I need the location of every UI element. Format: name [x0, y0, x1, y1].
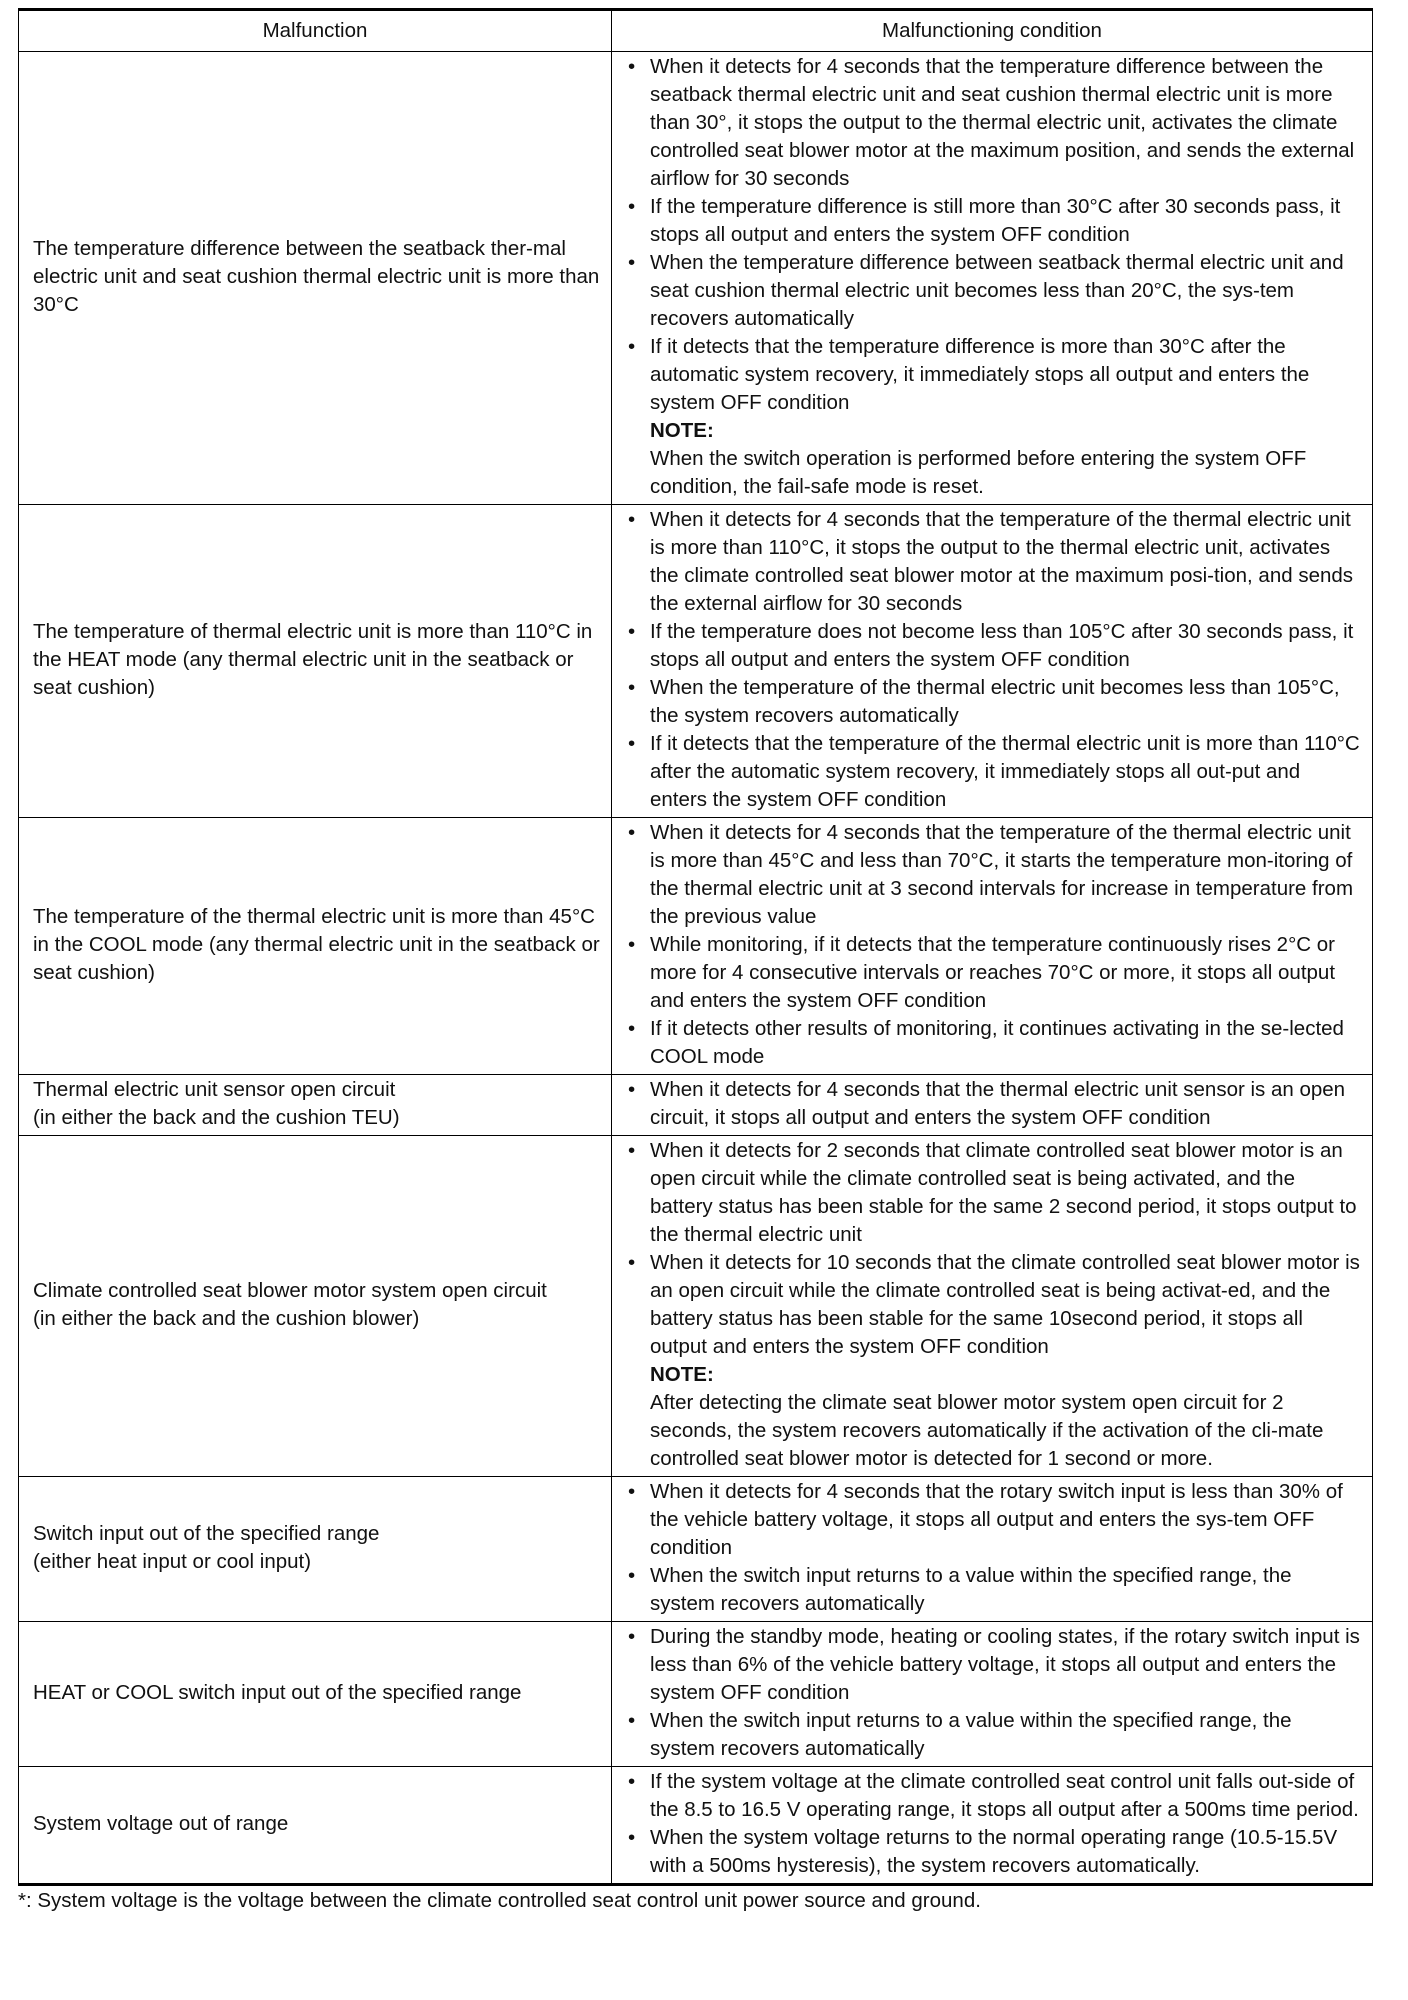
condition-item [622, 1623, 1362, 1707]
condition-text: When it detects for 2 seconds that climate controlled seat blower motor is an open circuit while the climate controlled seat is being activated, and the battery status has been stable for the same 2 second period, it stops output to the thermal electric unit [650, 1139, 1357, 1246]
table-row [19, 818, 1373, 1075]
malfunction-text: System voltage out of range [33, 1812, 289, 1835]
malfunction-table [18, 8, 1373, 1886]
condition-item [622, 249, 1362, 333]
condition-item [622, 1076, 1362, 1132]
condition-cell [612, 1136, 1373, 1477]
malfunction-cell [19, 505, 612, 818]
malfunction-text: The temperature of thermal electric unit is more than 110°C in the HEAT mode (any thermal electric unit in the seatback or seat cushion) [33, 620, 593, 699]
condition-item [622, 618, 1362, 674]
condition-item [622, 333, 1362, 417]
condition-item [622, 506, 1362, 618]
condition-list [622, 1623, 1362, 1763]
condition-text: When it detects for 4 seconds that the temperature difference between the seatback thermal electric unit and seat cushion thermal electric unit is more than 30°, it stops the output to the thermal electric unit, activates the climate controlled seat blower motor at the maximum position, and sends the external airflow for 30 seconds [650, 55, 1355, 190]
condition-item [622, 1137, 1362, 1249]
condition-text: During the standby mode, heating or cooling states, if the rotary switch input is less than 6% of the vehicle battery voltage, it stops all output and enters the system OFF condition [650, 1625, 1360, 1704]
malfunction-cell [19, 1477, 612, 1622]
bullet-icon: • [628, 508, 636, 531]
table-row [19, 52, 1373, 505]
bullet-icon: • [628, 1770, 636, 1793]
condition-text: When it detects for 10 seconds that the climate controlled seat blower motor is an open circuit while the climate controlled seat is being activat-ed, and the battery status has been stable for the same 10second period, it stops all output and enters the system OFF condition [650, 1251, 1360, 1358]
condition-cell [612, 1622, 1373, 1767]
malfunction-cell [19, 1767, 612, 1885]
condition-text: While monitoring, if it detects that the temperature continuously rises 2°C or more for 4 consecutive intervals or reaches 70°C or more, it stops all output and enters the system OFF condition [650, 933, 1336, 1012]
table-body [19, 52, 1373, 1885]
condition-item [622, 193, 1362, 249]
condition-list [622, 819, 1362, 1071]
bullet-icon: • [628, 1251, 636, 1274]
condition-item [622, 1768, 1362, 1824]
condition-text: When the switch input returns to a value within the specified range, the system recovers automatically [650, 1564, 1292, 1615]
table-row [19, 1075, 1373, 1136]
note-block [622, 417, 1362, 501]
condition-text: If the temperature difference is still more than 30°C after 30 seconds pass, it stops all output and enters the system OFF condition [650, 195, 1341, 246]
malfunction-line: (in either the back and the cushion blower) [33, 1307, 420, 1330]
bullet-icon: • [628, 1017, 636, 1040]
condition-text: When it detects for 4 seconds that the temperature of the thermal electric unit is more than 45°C and less than 70°C, it starts the temperature mon-itoring of the thermal electric unit at 3 second intervals for increase in temperature from the previous value [650, 821, 1354, 928]
bullet-icon: • [628, 195, 636, 218]
bullet-icon: • [628, 1826, 636, 1849]
condition-item [622, 730, 1362, 814]
bullet-icon: • [628, 821, 636, 844]
bullet-icon: • [628, 1078, 636, 1101]
condition-text: When it detects for 4 seconds that the rotary switch input is less than 30% of the vehicle battery voltage, it stops all output and enters the sys-tem OFF condition [650, 1480, 1343, 1559]
condition-list [622, 1478, 1362, 1618]
condition-text: If it detects other results of monitoring, it continues activating in the se-lected COOL mode [650, 1017, 1344, 1068]
footnote: *: System voltage is the voltage between the climate controlled seat control unit power source and ground. [18, 1889, 981, 1912]
condition-list [622, 1076, 1362, 1132]
condition-text: If the temperature does not become less than 105°C after 30 seconds pass, it stops all output and enters the system OFF condition [650, 620, 1354, 671]
table-row [19, 1136, 1373, 1477]
condition-list [622, 53, 1362, 417]
malfunction-line: Switch input out of the specified range [33, 1522, 380, 1545]
table-row [19, 1622, 1373, 1767]
condition-text: When it detects for 4 seconds that the thermal electric unit sensor is an open circuit, it stops all output and enters the system OFF condition [650, 1078, 1346, 1129]
condition-item [622, 53, 1362, 193]
document-page [18, 8, 1372, 1915]
condition-text: When the switch input returns to a value within the specified range, the system recovers automatically [650, 1709, 1292, 1760]
condition-text: If it detects that the temperature difference is more than 30°C after the automatic system recovery, it immediately stops all output and enters the system OFF condition [650, 335, 1310, 414]
condition-cell [612, 1075, 1373, 1136]
condition-list [622, 506, 1362, 814]
bullet-icon: • [628, 251, 636, 274]
malfunction-line: (in either the back and the cushion TEU) [33, 1106, 400, 1129]
condition-item [622, 931, 1362, 1015]
bullet-icon: • [628, 933, 636, 956]
condition-item [622, 1249, 1362, 1361]
malfunction-cell [19, 1136, 612, 1477]
malfunction-text: HEAT or COOL switch input out of the specified range [33, 1681, 522, 1704]
header-malfunctioning-condition: Malfunctioning condition [612, 10, 1373, 52]
malfunction-cell [19, 52, 612, 505]
condition-text: If the system voltage at the climate controlled seat control unit falls out-side of the 8.5 to 16.5 V operating range, it stops all output after a 500ms time period. [650, 1770, 1359, 1821]
table-row [19, 505, 1373, 818]
condition-text: When the system voltage returns to the normal operating range (10.5-15.5V with a 500ms hysteresis), the system recovers automatically. [650, 1826, 1338, 1877]
note-label: NOTE: [650, 419, 714, 442]
condition-text: When it detects for 4 seconds that the temperature of the thermal electric unit is more than 110°C, it stops the output to the thermal electric unit, activates the climate controlled seat blower motor at the maximum posi-tion, and sends the external airflow for 30 seconds [650, 508, 1354, 615]
malfunction-cell [19, 1075, 612, 1136]
condition-item [622, 674, 1362, 730]
table-header-row [19, 10, 1373, 52]
malfunction-text: The temperature difference between the seatback ther-mal electric unit and seat cushion thermal electric unit is more than 30°C [33, 237, 600, 316]
bullet-icon: • [628, 1625, 636, 1648]
condition-text: If it detects that the temperature of the thermal electric unit is more than 110°C after the automatic system recovery, it immediately stops all out-put and enters the system OFF condition [650, 732, 1360, 811]
condition-text: When the temperature of the thermal electric unit becomes less than 105°C, the system recovers automatically [650, 676, 1340, 727]
malfunction-cell [19, 818, 612, 1075]
malfunction-line: Climate controlled seat blower motor system open circuit [33, 1279, 547, 1302]
condition-text: When the temperature difference between seatback thermal electric unit and seat cushion thermal electric unit becomes less than 20°C, the sys-tem recovers automatically [650, 251, 1344, 330]
bullet-icon: • [628, 676, 636, 699]
condition-item [622, 1562, 1362, 1618]
malfunction-line: (either heat input or cool input) [33, 1550, 312, 1573]
condition-cell [612, 818, 1373, 1075]
condition-item [622, 1707, 1362, 1763]
note-text: After detecting the climate seat blower motor system open circuit for 2 seconds, the system recovers automatically if the activation of the cli-mate controlled seat blower motor is detected for 1 second or more. [650, 1391, 1324, 1470]
condition-list [622, 1137, 1362, 1361]
condition-cell [612, 1767, 1373, 1885]
condition-item [622, 819, 1362, 931]
table-row [19, 1767, 1373, 1885]
condition-item [622, 1478, 1362, 1562]
bullet-icon: • [628, 1709, 636, 1732]
note-label: NOTE: [650, 1363, 714, 1386]
condition-cell [612, 505, 1373, 818]
bullet-icon: • [628, 620, 636, 643]
bullet-icon: • [628, 732, 636, 755]
table-row [19, 1477, 1373, 1622]
header-malfunction: Malfunction [19, 10, 612, 52]
bullet-icon: • [628, 1564, 636, 1587]
bullet-icon: • [628, 55, 636, 78]
condition-cell [612, 1477, 1373, 1622]
condition-cell [612, 52, 1373, 505]
malfunction-line: Thermal electric unit sensor open circuit [33, 1078, 396, 1101]
condition-item [622, 1015, 1362, 1071]
bullet-icon: • [628, 335, 636, 358]
malfunction-cell [19, 1622, 612, 1767]
malfunction-text: The temperature of the thermal electric unit is more than 45°C in the COOL mode (any thermal electric unit in the seatback or seat cushion) [33, 905, 600, 984]
condition-item [622, 1824, 1362, 1880]
note-text: When the switch operation is performed before entering the system OFF condition, the fail-safe mode is reset. [650, 447, 1307, 498]
note-block [622, 1361, 1362, 1473]
condition-list [622, 1768, 1362, 1880]
bullet-icon: • [628, 1139, 636, 1162]
bullet-icon: • [628, 1480, 636, 1503]
